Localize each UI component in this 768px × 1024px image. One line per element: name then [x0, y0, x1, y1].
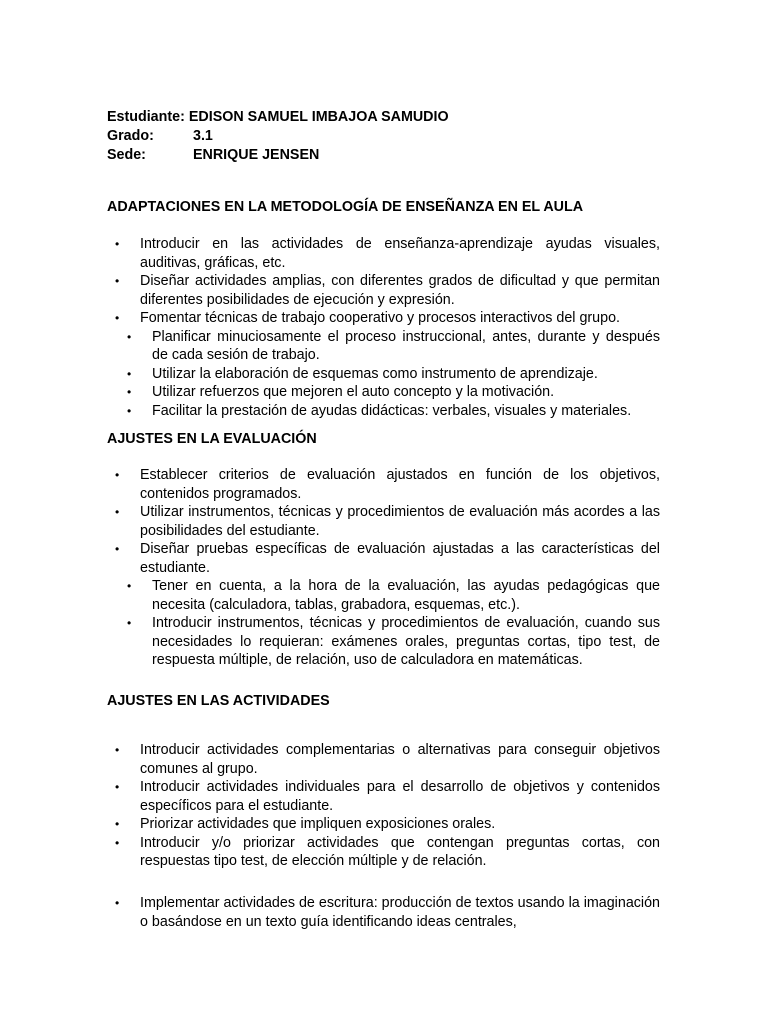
list-item: • Diseñar actividades amplias, con diferentes grados de dificultad y que permitan diferentes posibilidades de ejecución y expresión.	[115, 273, 660, 308]
list-item: • Introducir actividades complementarias o alternativas para conseguir objetivos comunes al grupo.	[115, 742, 660, 777]
list-item: • Tener en cuenta, a la hora de la evaluación, las ayudas pedagógicas que necesita (calculadora, tablas, grabadora, esquemas, etc.).	[127, 578, 660, 613]
grade-value: 3.1	[193, 128, 213, 144]
grade-row	[107, 127, 449, 146]
site-label: Sede:	[107, 147, 146, 163]
student-name: EDISON SAMUEL IMBAJOA SAMUDIO	[188, 109, 449, 125]
bullet: •	[115, 505, 120, 519]
list-item: • Diseñar pruebas específicas de evaluación ajustadas a las características del estudiante.	[115, 541, 660, 576]
student-row	[107, 108, 449, 127]
list-item: • Implementar actividades de escritura: producción de textos usando la imaginación o basándose en un texto guía identificando ideas centrales,	[115, 895, 660, 930]
list-item: • Planificar minuciosamente el proceso instruccional, antes, durante y después de cada sesión de trabajo.	[127, 328, 660, 363]
list-item: • Priorizar actividades que impliquen exposiciones orales.	[115, 816, 496, 832]
evaluation-list	[107, 466, 660, 670]
bullet: •	[115, 835, 120, 850]
list-item: • Introducir instrumentos, técnicas y procedimientos de evaluación, cuando sus necesidades lo requieran: exámenes orales, preguntas cortas, tipo test, de respuesta múltiple, de relación, uso de calculadora en matemáticas.	[127, 615, 660, 668]
bullet: •	[127, 385, 132, 399]
student-header	[107, 108, 449, 165]
list-item: • Utilizar la elaboración de esquemas como instrumento de aprendizaje.	[127, 365, 598, 382]
list-item: • Establecer criterios de evaluación ajustados en función de los objetivos, contenidos programados.	[115, 467, 660, 502]
grade-label: Grado:	[107, 128, 154, 144]
bullet: •	[127, 616, 132, 630]
student-label: Estudiante:	[107, 109, 185, 125]
bullet: •	[115, 896, 120, 910]
bullet: •	[115, 743, 120, 757]
bullet: •	[127, 579, 132, 593]
bullet: •	[115, 311, 120, 325]
section-title-activities: AJUSTES EN LAS ACTIVIDADES	[107, 693, 330, 709]
bullet: •	[127, 403, 132, 418]
list-item: • Introducir en las actividades de enseñanza-aprendizaje ayudas visuales, auditivas, gráficas, etc.	[115, 236, 660, 271]
bullet: •	[127, 366, 132, 381]
bullet: •	[115, 542, 120, 556]
bullet: •	[115, 274, 120, 288]
list-item: • Utilizar refuerzos que mejoren el auto concepto y la motivación.	[127, 384, 555, 400]
site-row	[107, 146, 449, 165]
bullet: •	[115, 237, 120, 251]
bullet: •	[115, 817, 120, 831]
activities-list	[107, 741, 660, 871]
list-item: • Fomentar técnicas de trabajo cooperativo y procesos interactivos del grupo.	[115, 310, 620, 326]
site-value: ENRIQUE JENSEN	[193, 147, 320, 163]
activities-list-continued	[107, 894, 660, 931]
list-item: • Utilizar instrumentos, técnicas y procedimientos de evaluación más acordes a las posibilidades del estudiante.	[115, 504, 660, 539]
bullet: •	[115, 468, 120, 482]
methodology-list	[107, 235, 660, 420]
bullet: •	[115, 780, 120, 794]
section-title-evaluation: AJUSTES EN LA EVALUACIÓN	[107, 431, 317, 447]
section-title-methodology: ADAPTACIONES EN LA METODOLOGÍA DE ENSEÑANZA EN EL AULA	[107, 199, 584, 215]
bullet: •	[127, 329, 132, 344]
list-item: • Introducir actividades individuales para el desarrollo de objetivos y contenidos específicos para el estudiante.	[115, 779, 660, 814]
list-item: • Facilitar la prestación de ayudas didácticas: verbales, visuales y materiales.	[127, 402, 632, 419]
list-item: • Introducir y/o priorizar actividades que contengan preguntas cortas, con respuestas tipo test, de elección múltiple y de relación.	[115, 834, 660, 869]
